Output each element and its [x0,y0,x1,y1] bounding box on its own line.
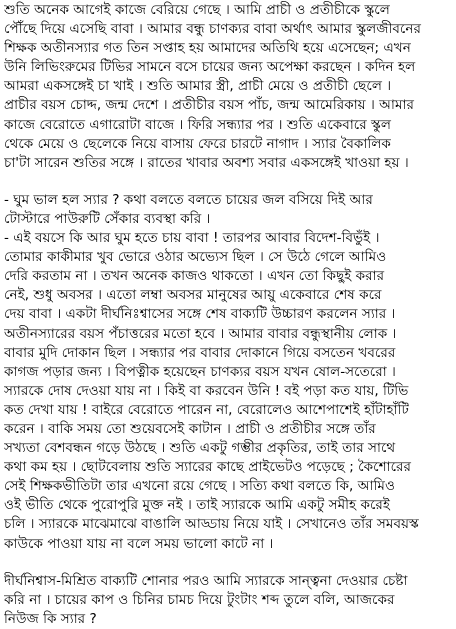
text-line: দেয় বাবা । একটা দীর্ঘনিঃশ্বাসের সঙ্গে শেষ বাক্যটি উচ্চারণ করলেন স্যার । [4,306,396,323]
text-line: পৌঁছে দিয়ে এসেছি বাবা । আমার বন্ধু চাণক্যর বাবা অর্থাৎ আমার স্কুলজীবনের [4,21,421,38]
text-line: স্যারকে দোষ দেওয়া যায় না । কিই বা করবেন উনি ! বই পড়া কত যায়, টিভি [4,382,409,399]
text-line: থেকে মেয়ে ও ছেলেকে নিয়ে বাসায় ফেরে চারটে নাগাদ । স্যার বৈকালিক [4,135,391,152]
paragraph-gap [4,554,454,572]
paragraph-gap [4,173,454,191]
text-line: দেরি করতাম না । তখন অনেক কাজও থাকতো । এখন তো কিছুই করার [4,268,385,285]
paragraph-3 [4,572,454,629]
text-line: শুতি অনেক আগেই কাজে বেরিয়ে গেছে । আমি প্রাচী ও প্রতীচীকে স্কুলে [4,2,390,18]
text-line: আমরা একসঙ্গেই চা খাই । শুতি আমার স্ত্রী, প্রাচী মেয়ে ও প্রতীচী ছেলে । [4,78,392,95]
text-line: বাবার মুদি দোকান ছিল । সন্ধ্যার পর বাবার দোকানে গিয়ে বসতেন খবরের [4,344,396,361]
text-line: কাউকে পাওয়া যায় না বলে সময় ভালো কাটে না । [4,535,274,552]
text-line: টোস্টারে পাউরুটি সেঁকার ব্যবস্থা করি । [4,210,211,227]
document-page [4,1,454,629]
text-line: কথা কম হয় । ছোটবেলায় শুতি স্যারের কাছে প্রাইভেটও পড়েছে ; কৈশোরের [4,459,411,476]
paragraph-2 [4,191,454,554]
text-line: উনি লিভিংরুমের টিভির সামনে বসে চায়ের জন্য অপেক্ষা করছেন । কদিন হল [4,59,416,76]
text-line: প্রাচীর বয়স চোদ্দ, জন্ম দেশে । প্রতীচীর বয়স পাঁচ, জন্ম আমেরিকায় । আমার [4,97,414,114]
text-line: চা'টা সারেন শুতির সঙ্গে । রাতের খাবার অবশ্য সবার একসঙ্গেই খাওয়া হয় । [4,154,409,171]
text-line: কত দেখা যায় ! বাইরে বেরোতে পারেন না, বেরোলেও আশেপাশেই হাঁটাহাঁটি [4,401,409,418]
text-line: করি না । চায়ের কাপ ও চিনির চামচ দিয়ে টুংটাং শব্দ তুলে বলি, আজকের [4,591,395,608]
paragraph-1 [4,1,454,173]
text-line: - এই বয়সে কি আর ঘুম হতে চায় বাবা ! তারপর আবার বিদেশ-বিভুঁই । [4,230,380,247]
text-line: দীর্ঘনিশ্বাস-মিশ্রিত বাক্যটি শোনার পরও আমি স্যারকে সান্ত্বনা দেওয়ার চেষ্টা [4,572,408,589]
text-line: অতীনস্যারের বয়স পঁচাত্তরের মতো হবে । আমার বাবার বন্ধুস্থানীয় লোক । [4,325,397,342]
text-line: কাজে বেরোতে এগারোটা বাজে । ফিরি সন্ধ্যার পর । শুতি একেবারে স্কুল [4,116,391,133]
text-line: ওই ভীতি থেকে পুরোপুরি মুক্ত নই । তাই স্যারকে আমি একটু সমীহ করেই [4,497,390,514]
text-line: - ঘুম ভাল হল স্যার ? কথা বলতে বলতে চায়ের জল বসিয়ে দিই আর [4,191,373,208]
text-line: সখ্যতা বেশবন্ধন গড়ে উঠছে । শুতি একটু গম্ভীর প্রকৃতির, তাই তার সাথে [4,440,396,457]
text-line: তোমার কাকীমার খুব ভোরে ওঠার অভ্যেস ছিল । সে উঠে গেলে আমিও [4,249,387,266]
text-line: শিক্ষক অতীনস্যার গত তিন সপ্তাহ হয় আমাদের অতিথি হয়ে এসেছেন; এখন [4,40,411,57]
text-line: নিউজ কি স্যার ? [4,610,97,627]
text-line: সেই শিক্ষকভীতিটা তার এখনো রয়ে গেছে । সত্যি কথা বলতে কি, আমিও [4,478,395,495]
text-line: চলি । স্যারকে মাঝেমাঝে বাঙালি আড্ডায় নিয়ে যাই । সেখানেও তাঁর সমবয়স্ক [4,516,419,533]
text-line: নেই, শুধু অবসর । এতো লম্বা অবসর মানুষের আয়ু একেবারে শেষ করে [4,287,382,304]
text-line: কাগজ পড়ার জন্য । বিপত্নীক হয়েছেন চাণক্যর বয়স যখন ষোল-সতেরো । [4,363,396,380]
text-line: করেন । বাকি সময় তো শুয়েবসেই কাটান । প্রাচী ও প্রতীচীর সঙ্গে তাঁর [4,420,376,437]
